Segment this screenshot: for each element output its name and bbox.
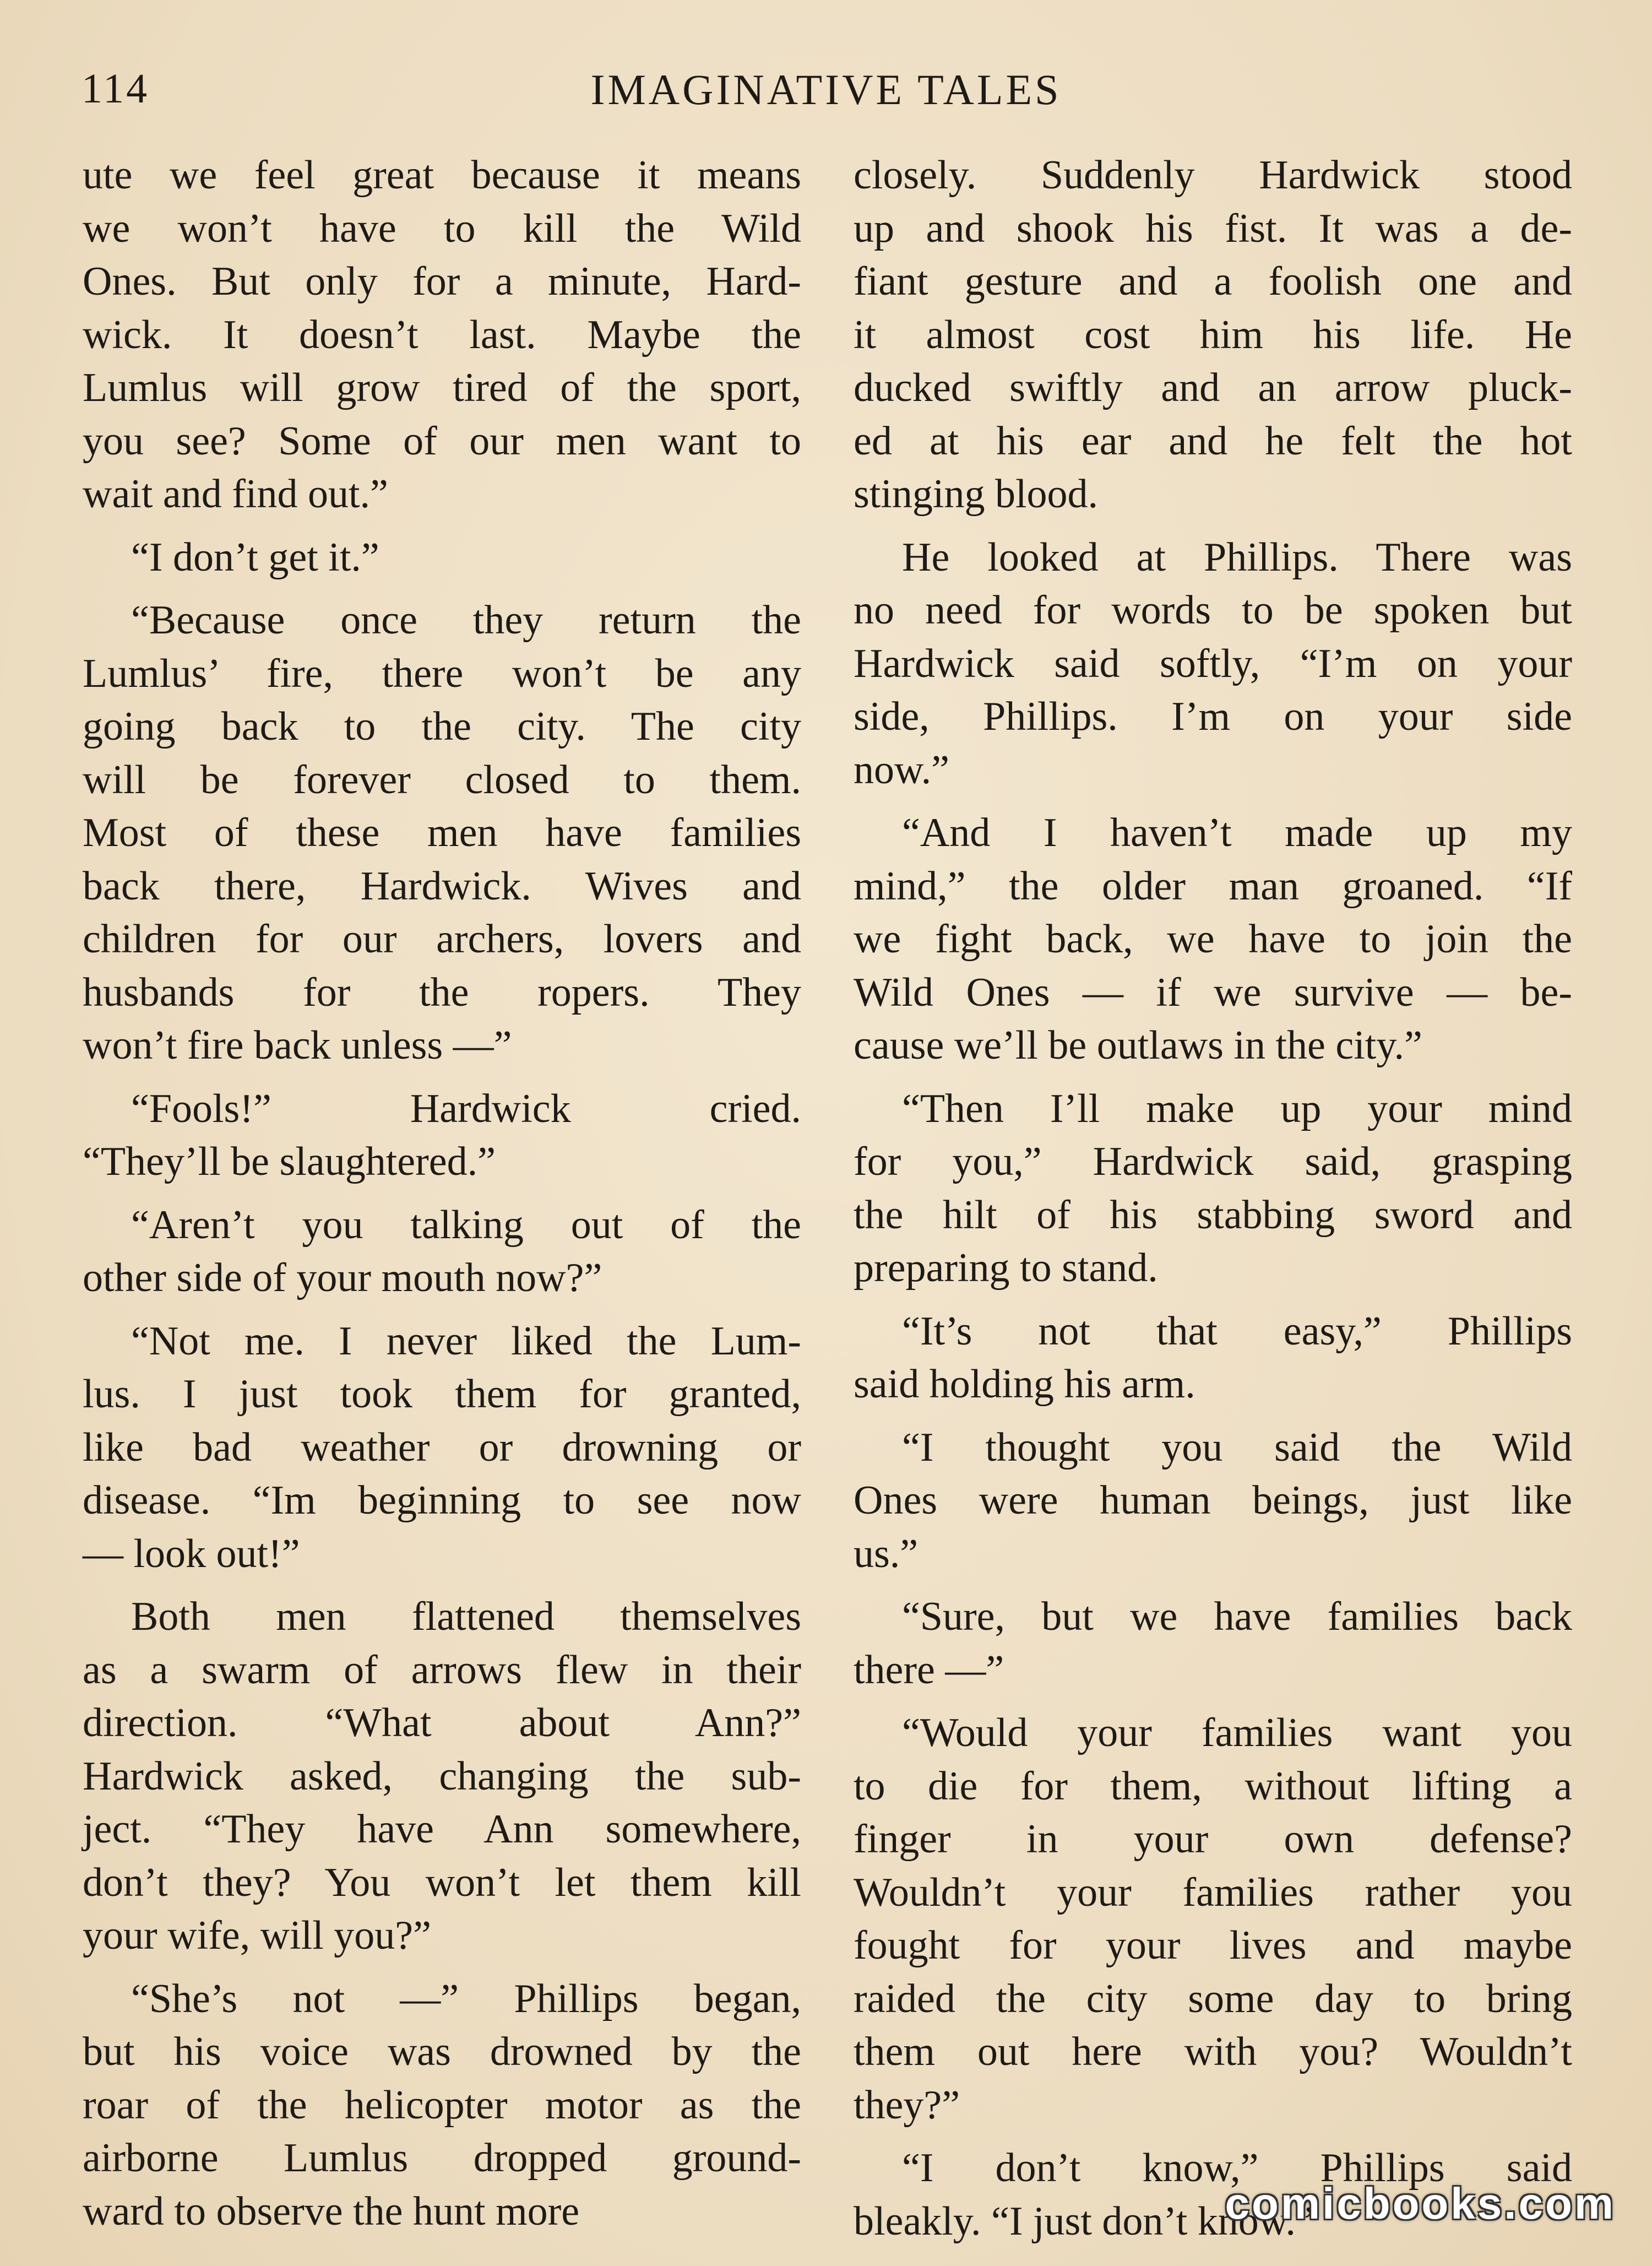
text-line: Most of these men have families: [83, 810, 801, 855]
text-line: don’t they? You won’t let them kill: [83, 1860, 801, 1905]
text-line: Hardwick asked, changing the sub-: [83, 1753, 801, 1799]
text-line: now.”: [854, 747, 949, 793]
text-line: wait and find out.”: [83, 471, 388, 517]
paragraph: [83, 1199, 801, 1305]
paragraph: [83, 1315, 801, 1581]
text-line: — look out!”: [83, 1531, 300, 1576]
text-line: ject. “They have Ann somewhere,: [83, 1807, 801, 1852]
watermark-logo: comicbooks.com: [1225, 2179, 1616, 2228]
paragraph: [83, 531, 801, 584]
text-line: finger in your own defense?: [854, 1817, 1572, 1862]
text-line: cause we’ll be outlaws in the city.”: [854, 1023, 1422, 1068]
text-line: Hardwick said softly, “I’m on your: [854, 641, 1572, 686]
text-line: ward to observe the hunt more: [83, 2188, 580, 2234]
text-line: your wife, will you?”: [83, 1913, 431, 1958]
text-line: Ones. But only for a minute, Hard-: [83, 259, 801, 304]
text-line: stinging blood.: [854, 471, 1099, 517]
text-line: back there, Hardwick. Wives and: [83, 863, 801, 909]
paragraph: [83, 1082, 801, 1189]
paragraph: [83, 1590, 801, 1963]
text-line: but his voice was drowned by the: [83, 2029, 801, 2074]
text-line: Lumlus’ fire, there won’t be any: [83, 650, 801, 696]
text-column-left: [83, 149, 801, 2248]
text-line: He looked at Phillips. There was: [902, 534, 1572, 580]
text-line: there —”: [854, 1647, 1004, 1693]
text-line: mind,” the older man groaned. “If: [854, 863, 1572, 909]
text-line: airborne Lumlus dropped ground-: [83, 2135, 801, 2181]
text-line: “They’ll be slaughtered.”: [83, 1139, 496, 1184]
text-line: them out here with you? Wouldn’t: [854, 2029, 1572, 2074]
text-line: husbands for the ropers. They: [83, 969, 801, 1015]
text-line: wick. It doesn’t last. Maybe the: [83, 312, 801, 357]
text-line: the hilt of his stabbing sword and: [854, 1192, 1572, 1238]
text-line: said holding his arm.: [854, 1362, 1195, 1407]
text-line: side, Phillips. I’m on your side: [854, 694, 1572, 739]
text-line: “Because once they return the: [131, 598, 801, 643]
text-line: “Fools!” Hardwick cried.: [131, 1086, 801, 1131]
text-line: children for our archers, lovers and: [83, 917, 801, 962]
text-line: “I don’t know,” Phillips said: [902, 2145, 1572, 2191]
paragraph: [854, 1590, 1572, 1696]
text-line: ed at his ear and he felt the hot: [854, 418, 1572, 464]
text-line: to die for them, without lifting a: [854, 1763, 1572, 1809]
text-line: Ones were human beings, just like: [854, 1478, 1572, 1523]
paragraph: [854, 1082, 1572, 1295]
text-line: “And I haven’t made up my: [902, 810, 1572, 855]
text-line: we won’t have to kill the Wild: [83, 205, 801, 251]
text-line: other side of your mouth now?”: [83, 1255, 602, 1300]
running-title: IMAGINATIVE TALES: [590, 66, 1062, 113]
paragraph: [854, 1706, 1572, 2132]
text-line: disease. “Im beginning to see now: [83, 1478, 801, 1523]
text-line: “Then I’ll make up your mind: [902, 1086, 1572, 1131]
text-line: Both men flattened themselves: [131, 1594, 801, 1639]
paragraph: [854, 1421, 1572, 1581]
text-line: as a swarm of arrows flew in their: [83, 1647, 801, 1693]
text-line: we fight back, we have to join the: [854, 917, 1572, 962]
text-line: preparing to stand.: [854, 1245, 1158, 1291]
paragraph: [854, 1305, 1572, 1411]
paragraph: [83, 149, 801, 521]
text-line: “I thought you said the Wild: [902, 1424, 1572, 1470]
text-column-right: [854, 149, 1572, 2258]
text-line: raided the city some day to bring: [854, 1976, 1572, 2021]
text-line: bleakly. “I just don’t know.”: [854, 2198, 1314, 2244]
text-line: “Sure, but we have families back: [902, 1594, 1572, 1639]
text-line: fiant gesture and a foolish one and: [854, 259, 1572, 304]
text-line: “It’s not that easy,” Phillips: [902, 1308, 1572, 1354]
text-line: direction. “What about Ann?”: [83, 1700, 801, 1745]
text-line: for you,” Hardwick said, grasping: [854, 1139, 1572, 1184]
text-line: “Aren’t you talking out of the: [131, 1202, 801, 1248]
text-line: “She’s not —” Phillips began,: [131, 1976, 801, 2021]
page-number: 114: [81, 66, 150, 112]
text-line: Wouldn’t your families rather you: [854, 1869, 1572, 1915]
text-line: up and shook his fist. It was a de-: [854, 205, 1572, 251]
text-line: no need for words to be spoken but: [854, 588, 1572, 633]
text-line: closely. Suddenly Hardwick stood: [854, 153, 1572, 198]
text-line: lus. I just took them for granted,: [83, 1371, 801, 1417]
text-line: “I don’t get it.”: [131, 534, 379, 580]
paragraph: [854, 806, 1572, 1072]
paragraph: [854, 149, 1572, 521]
text-line: Lumlus will grow tired of the sport,: [83, 365, 801, 410]
text-line: “Not me. I never liked the Lum-: [131, 1318, 801, 1364]
text-line: Wild Ones — if we survive — be-: [854, 969, 1572, 1015]
text-line: like bad weather or drowning or: [83, 1424, 801, 1470]
text-line: ute we feel great because it means: [83, 153, 801, 198]
paragraph: [83, 594, 801, 1072]
text-line: won’t fire back unless —”: [83, 1023, 512, 1068]
text-line: roar of the helicopter motor as the: [83, 2082, 801, 2128]
text-line: will be forever closed to them.: [83, 757, 801, 803]
text-line: “Would your families want you: [902, 1710, 1572, 1755]
text-line: going back to the city. The city: [83, 704, 801, 749]
paragraph: [854, 531, 1572, 797]
text-line: fought for your lives and maybe: [854, 1923, 1572, 1968]
text-line: it almost cost him his life. He: [854, 312, 1572, 357]
text-line: ducked swiftly and an arrow pluck-: [854, 365, 1572, 410]
text-line: they?”: [854, 2082, 960, 2128]
paragraph: [83, 1972, 801, 2238]
text-line: us.”: [854, 1531, 919, 1576]
text-line: you see? Some of our men want to: [83, 418, 801, 464]
